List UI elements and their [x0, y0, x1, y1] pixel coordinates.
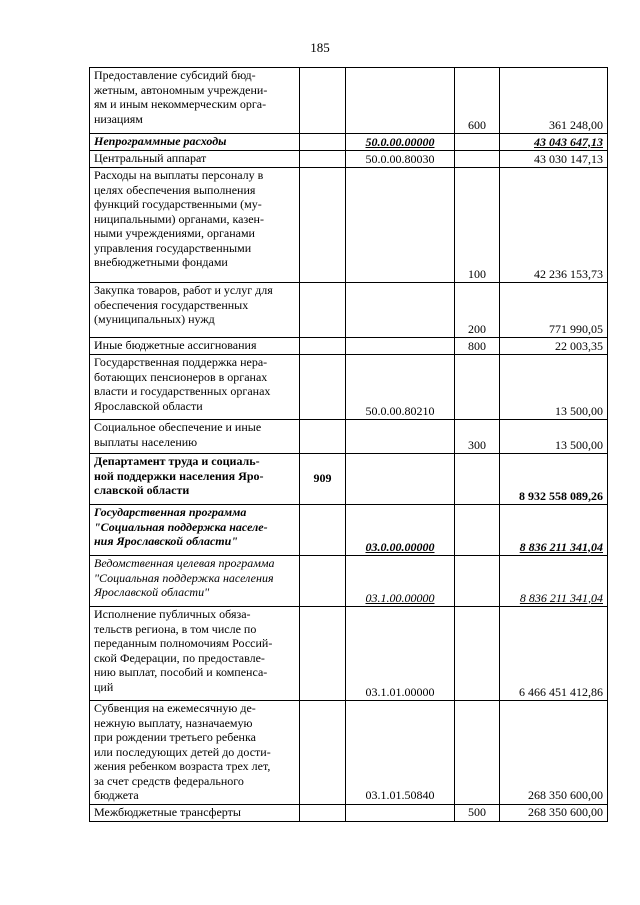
row-department-code-cell — [300, 68, 346, 134]
row-expense-type-cell: 100 — [455, 168, 500, 283]
row-name-cell: Субвенция на ежемесячную де- нежную выплату, назначаемую при рождении третьего ребенка или последующих детей до дости- жения ребенком возраста трех лет, за счет средств федерального бюджета — [90, 701, 300, 805]
table-row — [90, 134, 608, 151]
row-name-cell: Межбюджетные трансферты — [90, 804, 300, 821]
row-expense-type-cell — [455, 701, 500, 805]
row-name-cell: Департамент труда и социаль- ной поддержки населения Яро- славской области — [90, 454, 300, 505]
row-target-code-cell — [346, 283, 455, 338]
row-name-cell: Государственная поддержка нера- ботающих пенсионеров в органах власти и государственных органах Ярославской области — [90, 355, 300, 420]
row-department-code-cell — [300, 338, 346, 355]
row-department-code-cell — [300, 151, 346, 168]
row-name-cell: Непрограммные расходы — [90, 134, 300, 151]
row-department-code-cell — [300, 556, 346, 607]
row-target-code-cell — [346, 804, 455, 821]
table-row — [90, 338, 608, 355]
row-department-code-cell — [300, 355, 346, 420]
row-amount-cell: 8 932 558 089,26 — [500, 454, 608, 505]
row-target-code-cell: 50.0.00.00000 — [346, 134, 455, 151]
row-name-cell: Центральный аппарат — [90, 151, 300, 168]
row-target-code-cell — [346, 338, 455, 355]
row-target-code-cell: 50.0.00.80030 — [346, 151, 455, 168]
row-department-code-cell — [300, 168, 346, 283]
row-amount-cell: 771 990,05 — [500, 283, 608, 338]
row-target-code-cell: 03.1.01.00000 — [346, 607, 455, 701]
row-amount-cell: 6 466 451 412,86 — [500, 607, 608, 701]
row-target-code-cell: 03.1.00.00000 — [346, 556, 455, 607]
row-amount-cell: 22 003,35 — [500, 338, 608, 355]
row-expense-type-cell: 200 — [455, 283, 500, 338]
table-row — [90, 151, 608, 168]
row-department-code-cell — [300, 420, 346, 454]
row-amount-cell: 8 836 211 341,04 — [500, 556, 608, 607]
row-amount-cell: 43 043 647,13 — [500, 134, 608, 151]
row-expense-type-cell: 600 — [455, 68, 500, 134]
row-expense-type-cell — [455, 355, 500, 420]
table-row — [90, 556, 608, 607]
row-department-code-cell — [300, 134, 346, 151]
table-row — [90, 168, 608, 283]
table-row — [90, 420, 608, 454]
table-row — [90, 607, 608, 701]
table-row — [90, 804, 608, 821]
row-expense-type-cell — [455, 607, 500, 701]
row-amount-cell: 8 836 211 341,04 — [500, 505, 608, 556]
table-row — [90, 505, 608, 556]
row-expense-type-cell — [455, 454, 500, 505]
row-expense-type-cell — [455, 151, 500, 168]
row-target-code-cell: 50.0.00.80210 — [346, 355, 455, 420]
row-department-code-cell — [300, 505, 346, 556]
row-department-code-cell — [300, 283, 346, 338]
row-expense-type-cell: 800 — [455, 338, 500, 355]
row-target-code-cell — [346, 68, 455, 134]
row-amount-cell: 42 236 153,73 — [500, 168, 608, 283]
row-amount-cell: 361 248,00 — [500, 68, 608, 134]
row-name-cell: Расходы на выплаты персоналу в целях обеспечения выполнения функций государственными (му- ниципальными) органами, казен- ными учреждениями, органами управления государственными внебюджетными фондами — [90, 168, 300, 283]
row-name-cell: Иные бюджетные ассигнования — [90, 338, 300, 355]
table-row — [90, 355, 608, 420]
table-row — [90, 454, 608, 505]
row-target-code-cell: 03.1.01.50840 — [346, 701, 455, 805]
row-expense-type-cell — [455, 134, 500, 151]
table-row — [90, 701, 608, 805]
row-amount-cell: 13 500,00 — [500, 420, 608, 454]
row-amount-cell: 43 030 147,13 — [500, 151, 608, 168]
row-name-cell: Ведомственная целевая программа "Социальная поддержка населения Ярославской области" — [90, 556, 300, 607]
row-name-cell: Исполнение публичных обяза- тельств региона, в том числе по переданным полномочиям Россий- ской Федерации, по предоставле- нию выплат, пособий и компенса- ций — [90, 607, 300, 701]
row-target-code-cell — [346, 420, 455, 454]
row-department-code-cell — [300, 607, 346, 701]
row-department-code-cell: 909 — [300, 454, 346, 505]
row-expense-type-cell: 500 — [455, 804, 500, 821]
row-expense-type-cell — [455, 556, 500, 607]
row-expense-type-cell — [455, 505, 500, 556]
row-name-cell: Предоставление субсидий бюд- жетным, автономным учреждени- ям и иным некоммерческим орга- низациям — [90, 68, 300, 134]
table-row — [90, 68, 608, 134]
row-amount-cell: 13 500,00 — [500, 355, 608, 420]
row-name-cell: Государственная программа "Социальная поддержка населе- ния Ярославской области" — [90, 505, 300, 556]
row-department-code-cell — [300, 804, 346, 821]
row-amount-cell: 268 350 600,00 — [500, 701, 608, 805]
row-target-code-cell — [346, 168, 455, 283]
row-name-cell: Закупка товаров, работ и услуг для обеспечения государственных (муниципальных) нужд — [90, 283, 300, 338]
row-target-code-cell — [346, 454, 455, 505]
budget-table — [89, 67, 608, 822]
row-department-code-cell — [300, 701, 346, 805]
row-target-code-cell: 03.0.00.00000 — [346, 505, 455, 556]
row-name-cell: Социальное обеспечение и иные выплаты населению — [90, 420, 300, 454]
row-expense-type-cell: 300 — [455, 420, 500, 454]
row-amount-cell: 268 350 600,00 — [500, 804, 608, 821]
table-row — [90, 283, 608, 338]
page-number: 185 — [310, 40, 330, 55]
